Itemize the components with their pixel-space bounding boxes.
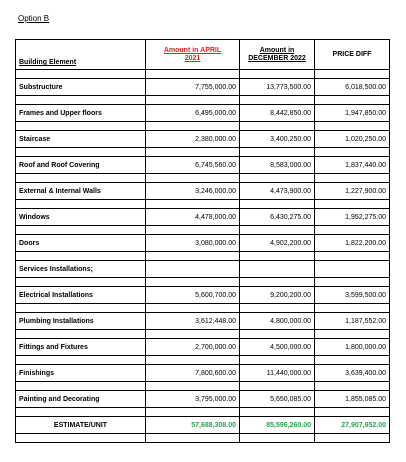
amount-april-2021-cell: 7,800,600.00: [146, 365, 240, 382]
amount-december-2022-cell: 3,400,250.00: [240, 131, 315, 148]
table-row: [16, 313, 390, 330]
amount-april-2021-cell: 3,612,448.00: [146, 313, 240, 330]
building-element-cell: Doors: [16, 235, 146, 252]
spacer-cell: [315, 70, 390, 79]
building-element-cell: Electrical Installations: [16, 287, 146, 304]
price-diff-cell: 1,822,200.00: [315, 235, 390, 252]
spacer-cell: [146, 70, 240, 79]
spacer-cell: [240, 330, 315, 339]
amount-december-2022-cell: 9,200,200.00: [240, 287, 315, 304]
header-april-line2: 2021: [184, 54, 201, 62]
building-element-cell: Windows: [16, 209, 146, 226]
spacer-row: [16, 200, 390, 209]
spacer-cell: [146, 278, 240, 287]
amount-december-2022-cell: 8,583,000.00: [240, 157, 315, 174]
price-diff-cell: [315, 261, 390, 278]
table-row: [16, 365, 390, 382]
table-header-row: [16, 40, 390, 70]
spacer-cell: [16, 330, 146, 339]
table-row: [16, 209, 390, 226]
spacer-cell: [146, 330, 240, 339]
price-diff-cell: 3,599,500.00: [315, 287, 390, 304]
header-april-line1: Amount in APRIL: [163, 46, 222, 54]
spacer-row: [16, 382, 390, 391]
spacer-cell: [240, 96, 315, 105]
amount-december-2022-cell: 4,473,900.00: [240, 183, 315, 200]
spacer-cell: [240, 408, 315, 417]
spacer-cell: [315, 174, 390, 183]
spacer-cell: [146, 148, 240, 157]
spacer-cell: [146, 122, 240, 131]
spacer-cell: [315, 382, 390, 391]
table-row: [16, 183, 390, 200]
total-price-diff: 27,907,952.00: [315, 417, 390, 434]
spacer-cell: [146, 434, 240, 443]
amount-april-2021-cell: 3,795,000.00: [146, 391, 240, 408]
spacer-cell: [315, 96, 390, 105]
table-row: [16, 261, 390, 278]
total-april-2021: 57,688,308.00: [146, 417, 240, 434]
spacer-cell: [315, 278, 390, 287]
amount-december-2022-cell: 4,500,000.00: [240, 339, 315, 356]
building-element-cell: Finishings: [16, 365, 146, 382]
price-diff-cell: 3,639,400.00: [315, 365, 390, 382]
amount-april-2021-cell: 2,700,000.00: [146, 339, 240, 356]
amount-december-2022-cell: 13,773,500.00: [240, 79, 315, 96]
building-element-cell: Staircase: [16, 131, 146, 148]
spacer-row: [16, 148, 390, 157]
spacer-cell: [240, 226, 315, 235]
price-diff-cell: 1,187,552.00: [315, 313, 390, 330]
spacer-cell: [240, 278, 315, 287]
building-element-cell: Services Installations;: [16, 261, 146, 278]
price-diff-cell: 1,837,440.00: [315, 157, 390, 174]
spacer-cell: [315, 148, 390, 157]
spacer-cell: [16, 200, 146, 209]
spacer-cell: [146, 174, 240, 183]
amount-december-2022-cell: 6,430,275.00: [240, 209, 315, 226]
spacer-cell: [16, 96, 146, 105]
spacer-cell: [315, 408, 390, 417]
header-amount-april-2021: [146, 40, 240, 70]
table-row: [16, 157, 390, 174]
amount-december-2022-cell: 5,650,085.00: [240, 391, 315, 408]
spacer-row: [16, 226, 390, 235]
spacer-cell: [16, 226, 146, 235]
spacer-cell: [315, 252, 390, 261]
spacer-cell: [240, 148, 315, 157]
header-amount-december-2022: [240, 40, 315, 70]
amount-april-2021-cell: 3,246,000.00: [146, 183, 240, 200]
total-label: ESTIMATE/UNIT: [16, 417, 146, 434]
building-element-cell: Painting and Decorating: [16, 391, 146, 408]
spacer-cell: [16, 148, 146, 157]
spacer-cell: [240, 382, 315, 391]
spacer-cell: [240, 304, 315, 313]
spacer-cell: [16, 304, 146, 313]
spacer-cell: [146, 96, 240, 105]
spacer-row: [16, 408, 390, 417]
table-row: [16, 79, 390, 96]
spacer-cell: [240, 200, 315, 209]
spacer-cell: [16, 408, 146, 417]
spacer-row: [16, 70, 390, 79]
spacer-cell: [16, 252, 146, 261]
spacer-cell: [16, 382, 146, 391]
price-diff-cell: 1,952,275.00: [315, 209, 390, 226]
amount-december-2022-cell: 4,800,000.00: [240, 313, 315, 330]
option-title: Option B: [18, 14, 50, 23]
spacer-cell: [315, 330, 390, 339]
header-price-diff: PRICE DIFF: [315, 40, 390, 70]
spacer-cell: [240, 434, 315, 443]
spacer-cell: [16, 356, 146, 365]
spacer-row: [16, 122, 390, 131]
amount-april-2021-cell: 3,080,000.00: [146, 235, 240, 252]
table-row: [16, 235, 390, 252]
spacer-cell: [16, 174, 146, 183]
spacer-cell: [146, 356, 240, 365]
header-building-element: Building Element: [16, 40, 146, 70]
spacer-cell: [240, 70, 315, 79]
spacer-cell: [16, 434, 146, 443]
spacer-cell: [240, 356, 315, 365]
table-row: [16, 287, 390, 304]
spacer-cell: [146, 252, 240, 261]
spacer-cell: [146, 226, 240, 235]
header-dec-line1: Amount in: [259, 46, 295, 54]
spacer-row: [16, 330, 390, 339]
spacer-cell: [16, 122, 146, 131]
amount-april-2021-cell: 6,745,560.00: [146, 157, 240, 174]
amount-december-2022-cell: [240, 261, 315, 278]
amount-april-2021-cell: [146, 261, 240, 278]
table-row: [16, 131, 390, 148]
price-diff-cell: 1,855,085.00: [315, 391, 390, 408]
building-element-cell: Frames and Upper floors: [16, 105, 146, 122]
spacer-row: [16, 278, 390, 287]
spacer-row: [16, 356, 390, 365]
building-element-cell: Plumbing Installations: [16, 313, 146, 330]
spacer-cell: [315, 226, 390, 235]
spacer-cell: [315, 434, 390, 443]
building-element-cell: Roof and Roof Covering: [16, 157, 146, 174]
spacer-row: [16, 304, 390, 313]
table-row: [16, 105, 390, 122]
amount-april-2021-cell: 7,755,000.00: [146, 79, 240, 96]
table-body: [16, 70, 390, 443]
spacer-cell: [240, 252, 315, 261]
total-row: [16, 417, 390, 434]
spacer-row: [16, 96, 390, 105]
amount-april-2021-cell: 6,495,000.00: [146, 105, 240, 122]
spacer-cell: [315, 122, 390, 131]
header-dec-line2: DECEMBER 2022: [248, 54, 306, 62]
price-diff-cell: 1,020,250.00: [315, 131, 390, 148]
amount-december-2022-cell: 4,902,200.00: [240, 235, 315, 252]
spacer-cell: [16, 70, 146, 79]
spacer-row: [16, 434, 390, 443]
spacer-cell: [146, 382, 240, 391]
spacer-cell: [146, 304, 240, 313]
spacer-cell: [240, 174, 315, 183]
table-row: [16, 391, 390, 408]
spacer-cell: [146, 200, 240, 209]
cost-comparison-table: [15, 39, 390, 443]
spacer-cell: [240, 122, 315, 131]
spacer-cell: [16, 278, 146, 287]
building-element-cell: Fittings and Fixtures: [16, 339, 146, 356]
amount-december-2022-cell: 8,442,850.00: [240, 105, 315, 122]
spacer-cell: [315, 356, 390, 365]
price-diff-cell: 1,947,850.00: [315, 105, 390, 122]
amount-december-2022-cell: 11,440,000.00: [240, 365, 315, 382]
price-diff-cell: 6,018,500.00: [315, 79, 390, 96]
amount-april-2021-cell: 5,600,700.00: [146, 287, 240, 304]
table-row: [16, 339, 390, 356]
spacer-row: [16, 252, 390, 261]
amount-april-2021-cell: 4,478,000.00: [146, 209, 240, 226]
total-december-2022: 85,596,260.00: [240, 417, 315, 434]
spacer-cell: [146, 408, 240, 417]
spacer-cell: [315, 200, 390, 209]
building-element-cell: External & Internal Walls: [16, 183, 146, 200]
spacer-cell: [315, 304, 390, 313]
spacer-row: [16, 174, 390, 183]
amount-april-2021-cell: 2,380,000.00: [146, 131, 240, 148]
price-diff-cell: 1,800,000.00: [315, 339, 390, 356]
price-diff-cell: 1,227,900.00: [315, 183, 390, 200]
building-element-cell: Substructure: [16, 79, 146, 96]
